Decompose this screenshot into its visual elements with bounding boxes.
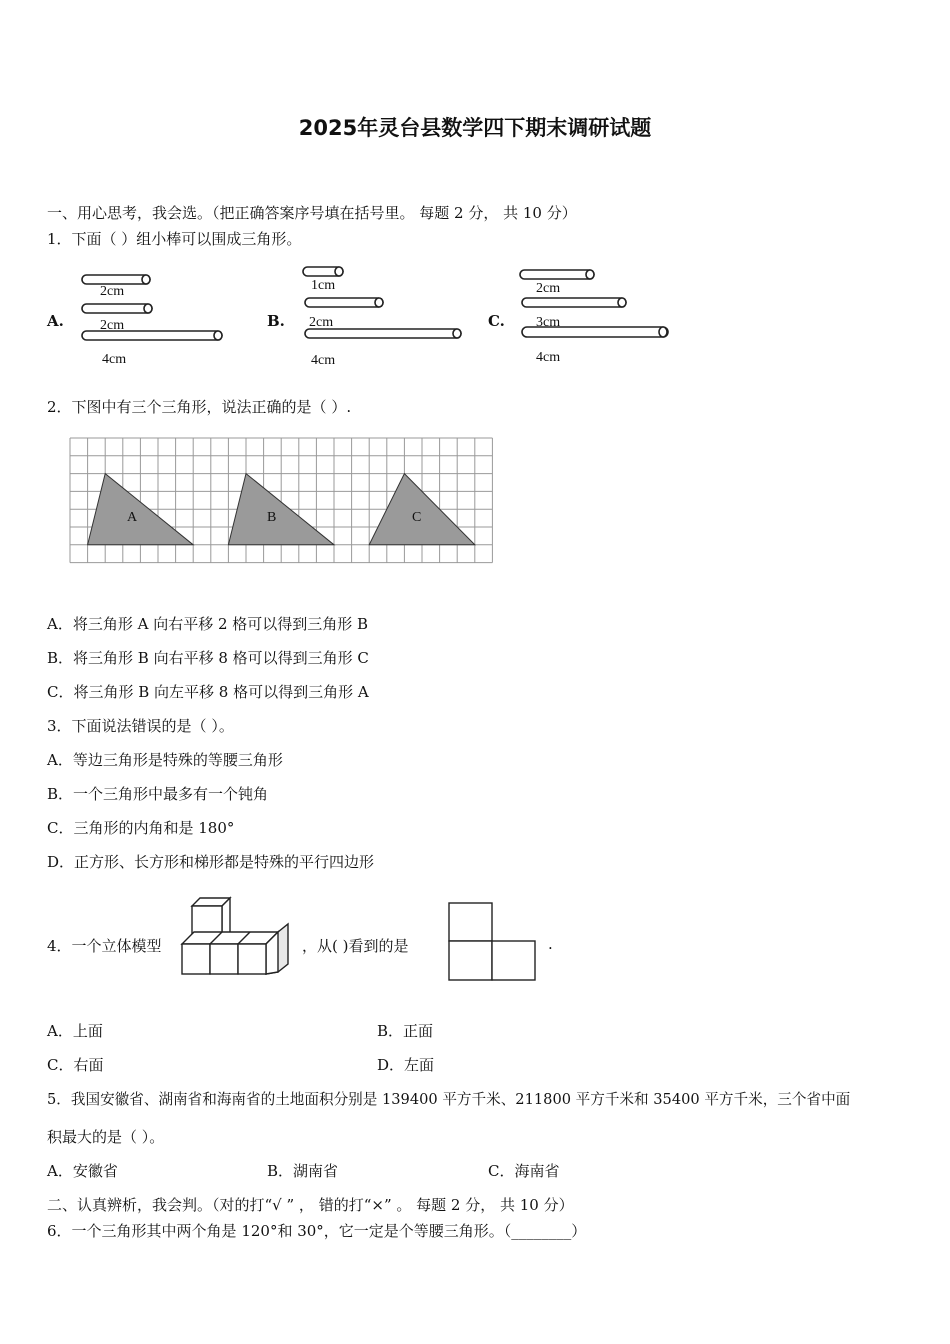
q3-option-c: C．三角形的内角和是 180° <box>47 819 235 837</box>
stick-b3-length: 4cm <box>311 353 336 368</box>
q4-option-a: A．上面 <box>47 1022 103 1040</box>
q4-stem-part1: 4．一个立体模型 <box>47 937 162 955</box>
q3-option-b: B．一个三角形中最多有一个钝角 <box>47 785 269 803</box>
stick-b2 <box>305 298 383 307</box>
q2-stem: 2．下图中有三个三角形，说法正确的是（ ）. <box>47 398 352 416</box>
triangle-b-label: B <box>267 510 277 525</box>
q1-stem: 1．下面（ ）组小棒可以围成三角形。 <box>47 230 302 248</box>
page-title: 2025年灵台县数学四下期末调研试题 <box>298 116 652 140</box>
solid-model-figure <box>180 896 292 978</box>
q4-option-d: D．左面 <box>377 1056 435 1074</box>
stick-c1 <box>520 270 594 279</box>
q4-option-c: C．右面 <box>47 1056 104 1074</box>
stick-c1-length: 2cm <box>536 281 561 296</box>
triangle-c-label: C <box>412 510 422 525</box>
q1-option-b-label: B. <box>267 312 285 330</box>
q6-stem: 6．一个三角形其中两个角是 120°和 30°，它一定是个等腰三角形。（________） <box>47 1222 587 1240</box>
q5-option-b: B．湖南省 <box>267 1162 339 1180</box>
stick-a1 <box>82 275 150 284</box>
q5-stem-line1: 5．我国安徽省、湖南省和海南省的土地面积分别是 139400 平方千米、211800 平方千米和 35400 平方千米，三个省中面 <box>47 1091 851 1108</box>
stick-a3-length: 4cm <box>102 352 127 367</box>
triangle-a-label: A <box>127 510 138 525</box>
q5-stem-line2: 积最大的是（ ）。 <box>47 1128 165 1146</box>
q2-option-b: B．将三角形 B 向右平移 8 格可以得到三角形 C <box>47 649 369 667</box>
stick-c2 <box>522 298 626 307</box>
q1-sticks-figure <box>0 0 950 400</box>
stick-a1-length: 2cm <box>100 284 125 299</box>
q4-stem-part3: . <box>548 935 553 953</box>
q2-option-a: A．将三角形 A 向右平移 2 格可以得到三角形 B <box>47 615 369 633</box>
q3-option-d: D．正方形、长方形和梯形都是特殊的平行四边形 <box>47 853 375 871</box>
q5-option-a: A．安徽省 <box>47 1162 118 1180</box>
stick-a2-length: 2cm <box>100 318 125 333</box>
stick-b1-length: 1cm <box>311 278 336 293</box>
q4-option-b: B．正面 <box>377 1022 434 1040</box>
q2-option-c: C．将三角形 B 向左平移 8 格可以得到三角形 A <box>47 683 369 701</box>
q5-option-c: C．海南省 <box>488 1162 560 1180</box>
stick-b2-length: 2cm <box>309 315 334 330</box>
q1-option-a-label: A. <box>47 312 64 330</box>
q1-option-c-label: C. <box>488 312 505 330</box>
section-1-heading: 一、用心思考，我会选。（把正确答案序号填在括号里。 每题 2 分， 共 10 分） <box>47 204 577 222</box>
q3-stem: 3．下面说法错误的是（ ）。 <box>47 717 234 735</box>
stick-c3-length: 4cm <box>536 350 561 365</box>
q4-stem-part2: ，从( )看到的是 <box>302 937 409 955</box>
stick-a2 <box>82 304 152 313</box>
q3-option-a: A．等边三角形是特殊的等腰三角形 <box>47 751 283 769</box>
q2-grid-figure <box>70 438 495 564</box>
stick-c2-length: 3cm <box>536 315 561 330</box>
section-2-heading: 二、认真辨析，我会判。（对的打“√ ” ， 错的打“×” 。 每题 2 分， 共 10 分） <box>47 1196 574 1214</box>
view-shape-figure <box>448 902 538 982</box>
